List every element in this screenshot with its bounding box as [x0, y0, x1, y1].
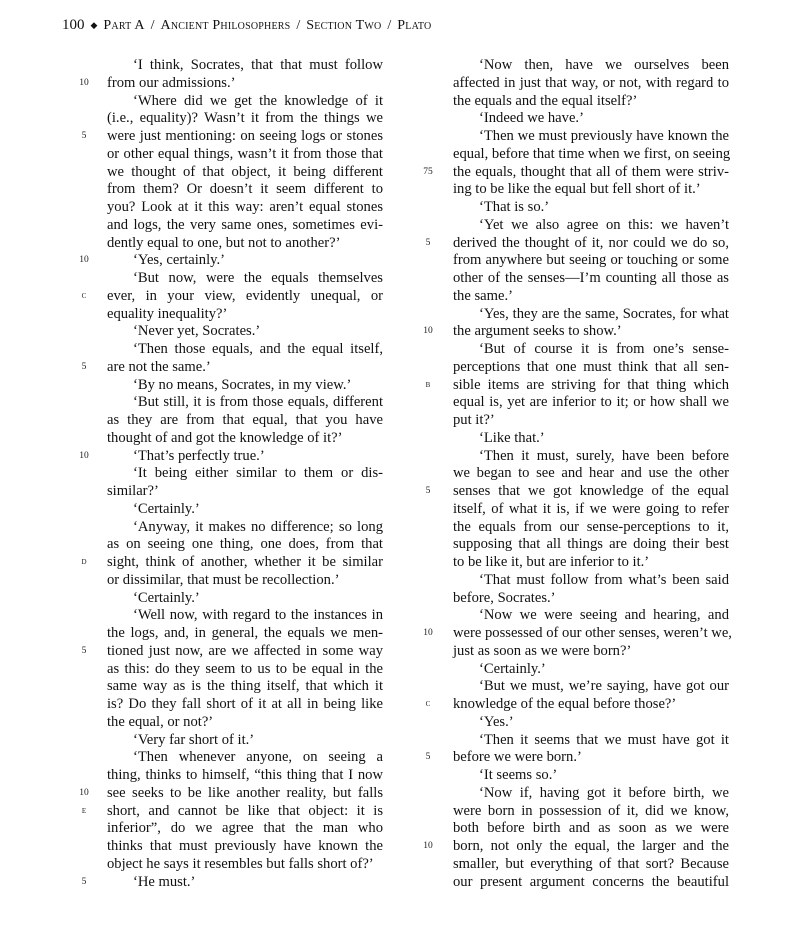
text-line: object he says it resembles but falls short of?’ — [107, 855, 374, 872]
text-line: short, and cannot be like that object: it is — [107, 802, 383, 819]
text-line: to be like it, but are inferior to it.’ — [453, 554, 650, 570]
text-line: ‘Well now, with regard to the instances in — [133, 607, 383, 624]
text-line: equal is, yet are inferior to it; or how shall we — [453, 394, 729, 411]
margin-line-number: d — [81, 557, 87, 567]
header-chapter: Plato — [397, 18, 432, 33]
margin-line-number: 5 — [425, 752, 431, 763]
margin-line-number: 75 — [423, 166, 433, 177]
margin-line-number: 5 — [81, 361, 87, 372]
header-part: Part A — [103, 18, 145, 33]
text-line: smaller, but everything of that sort? Because — [453, 855, 729, 872]
text-line: the same.’ — [453, 287, 513, 304]
text-line: ‘He must.’ — [133, 873, 196, 890]
margin-line-number: 10 — [423, 841, 433, 851]
text-line: were born in possession of it, did we know, — [453, 802, 729, 819]
text-line: born, not only the equal, the larger and the — [453, 838, 729, 854]
text-line: put it?’ — [453, 412, 495, 428]
margin-line-number: 10 — [423, 326, 433, 337]
margin-line-number: 10 — [79, 255, 89, 266]
text-line: before we were born.’ — [453, 749, 582, 766]
text-line: dently equal to one, but not to another?’ — [107, 234, 341, 251]
text-line: thinks that must previously have known the — [107, 838, 383, 854]
text-line: or other equal things, wasn’t it from those that — [107, 145, 383, 162]
text-line: as they are from that equal, that you have — [107, 412, 383, 428]
text-line: ‘Now if, having got it before birth, we — [479, 784, 729, 801]
text-line: ‘Very far short of it.’ — [133, 731, 255, 748]
text-line: ‘Anyway, it makes no difference; so long — [133, 518, 383, 535]
text-line: and logs, the very same ones, sometimes evi- — [107, 216, 383, 233]
margin-line-number: 5 — [81, 131, 87, 141]
text-line: similar?’ — [107, 483, 159, 499]
text-line: ‘Then those equals, and the equal itself, — [133, 341, 383, 357]
margin-line-number: b — [425, 379, 431, 390]
text-line: sible items are striving for that thing which — [453, 376, 729, 393]
text-line: ‘Certainly.’ — [479, 660, 546, 677]
header-section: Section Two — [306, 18, 382, 33]
text-line: ‘Certainly.’ — [133, 500, 200, 517]
text-line: same way as is the thing itself, that which it — [107, 678, 383, 695]
running-header — [62, 17, 431, 34]
text-line: ‘Then we must previously have known the — [479, 128, 729, 144]
text-line: just as soon as we were born?’ — [453, 642, 632, 659]
text-line: senses that we got knowledge of the equal — [453, 483, 729, 499]
text-line: are not the same.’ — [107, 358, 211, 375]
header-title: Ancient Philosophers — [160, 18, 291, 33]
header-separator: / — [150, 18, 155, 33]
text-line: ing to be like the equal but fell short of it.’ — [453, 181, 701, 198]
text-line: ‘But of course it is from one’s sense- — [479, 341, 729, 357]
margin-line-number: c — [81, 290, 87, 301]
text-line: ‘That is so.’ — [479, 199, 550, 215]
text-line: (i.e., equality)? Wasn’t it from the things we — [107, 110, 383, 127]
text-line: ‘Then it must, surely, have been before — [479, 447, 729, 464]
text-line: ever, in your view, evidently unequal, or — [107, 287, 383, 304]
margin-line-number: e — [81, 805, 87, 816]
margin-line-number: 10 — [79, 77, 89, 88]
text-line: the equals from our sense-perceptions to it, — [453, 518, 729, 535]
text-line: ‘Certainly.’ — [133, 589, 200, 606]
text-line: before, Socrates.’ — [453, 589, 556, 606]
text-line: thing, thinks to himself, “this thing that I now — [107, 767, 383, 783]
text-line: inferior”, do we agree that the man who — [107, 820, 383, 837]
text-line: we thought of that object, it being different — [107, 163, 383, 180]
text-line: ‘But we must, we’re saying, have got our — [479, 678, 729, 695]
text-line: other of the senses—I’m counting all those as — [453, 270, 729, 286]
text-line: ‘Yes, they are the same, Socrates, for what — [479, 305, 729, 322]
text-line: ‘I think, Socrates, that that must follow — [133, 57, 383, 73]
margin-line-number: c — [425, 699, 431, 709]
margin-line-number: 5 — [81, 876, 87, 887]
text-line: perceptions that one must think that all sen- — [453, 358, 729, 375]
margin-line-number: 10 — [79, 450, 89, 461]
text-line: equal, before that time when we first, on seeing — [453, 145, 731, 162]
text-line: ‘Yes.’ — [479, 713, 514, 730]
text-line: the equals and the equal itself?’ — [453, 92, 638, 109]
text-line: tioned just now, are we affected in some way — [107, 642, 383, 659]
text-line: were possessed of our other senses, weren’t we, — [453, 625, 732, 641]
text-line: ‘Yet we also agree on this: we haven’t — [479, 216, 729, 233]
text-line: ‘But now, were the equals themselves — [133, 270, 383, 286]
margin-line-number: 10 — [79, 787, 89, 798]
left-text-column — [107, 57, 383, 891]
text-line: were just mentioning: on seeing logs or stones — [107, 128, 383, 144]
text-line: ‘Then it seems that we must have got it — [479, 731, 729, 748]
text-line: ‘But still, it is from those equals, different — [133, 394, 383, 411]
text-line: as this: do they seem to us to be equal in the — [107, 660, 383, 677]
text-line: you? Look at it this way: aren’t equal stones — [107, 199, 383, 215]
margin-line-number: 5 — [81, 645, 87, 656]
margin-line-number: 5 — [425, 486, 431, 496]
text-line: from them? Or doesn’t it seem different to — [107, 181, 383, 198]
text-line: ‘It seems so.’ — [479, 767, 558, 783]
text-line: supposing that all things are doing their best — [453, 536, 729, 553]
text-line: or dissimilar, that must be recollection.’ — [107, 571, 340, 588]
text-line: as on seeing one thing, one does, from that — [107, 536, 383, 553]
page-number: 100 — [62, 17, 85, 33]
text-line: ‘Indeed we have.’ — [479, 110, 584, 127]
text-line: is? Do they fall short of it at all in being like — [107, 696, 383, 712]
text-line: ‘Now then, have we ourselves been — [479, 57, 729, 73]
text-line: both before birth and as soon as we were — [453, 820, 729, 837]
text-line: ‘Where did we get the knowledge of it — [133, 92, 383, 109]
text-line: the equals, thought that all of them were striv- — [453, 163, 729, 180]
text-line: we began to see and hear and use the other — [453, 465, 729, 482]
text-line: ‘That’s perfectly true.’ — [133, 447, 265, 464]
text-line: ‘Like that.’ — [479, 429, 545, 446]
text-line: sight, think of another, whether it be similar — [107, 554, 383, 570]
text-line: the argument seeks to show.’ — [453, 323, 622, 340]
text-line: ‘Then whenever anyone, on seeing a — [133, 749, 383, 766]
text-line: from our admissions.’ — [107, 74, 236, 91]
text-line: itself, of what it is, if we were going to refer — [453, 500, 729, 517]
diamond-ornament-icon: ◆ — [90, 20, 98, 30]
text-line: see seeks to be like another reality, but falls — [107, 784, 383, 801]
text-line: ‘It being either similar to them or dis- — [133, 465, 383, 482]
margin-line-number: 10 — [423, 628, 433, 638]
text-line: ‘Never yet, Socrates.’ — [133, 323, 261, 340]
text-line: derived the thought of it, nor could we do so, — [453, 234, 729, 251]
text-line: from anywhere but seeing or touching or some — [453, 252, 729, 269]
text-line: the logs, and, in general, the equals we men- — [107, 625, 383, 641]
text-line: the equal, or not?’ — [107, 713, 214, 730]
right-text-column — [453, 57, 732, 891]
text-line: affected in just that way, or not, with regard to — [453, 74, 729, 91]
text-line: our present argument concerns the beautiful — [453, 873, 729, 890]
text-line: ‘Yes, certainly.’ — [133, 252, 226, 269]
header-separator: / — [387, 18, 392, 33]
text-line: ‘That must follow from what’s been said — [479, 571, 729, 588]
margin-line-number: 5 — [425, 237, 431, 248]
text-line: thought of and got the knowledge of it?’ — [107, 429, 343, 446]
text-line: knowledge of the equal before those?’ — [453, 696, 677, 712]
text-line: ‘By no means, Socrates, in my view.’ — [133, 376, 352, 393]
header-separator: / — [296, 18, 301, 33]
text-line: ‘Now we were seeing and hearing, and — [479, 607, 729, 624]
text-line: equality inequality?’ — [107, 305, 228, 322]
